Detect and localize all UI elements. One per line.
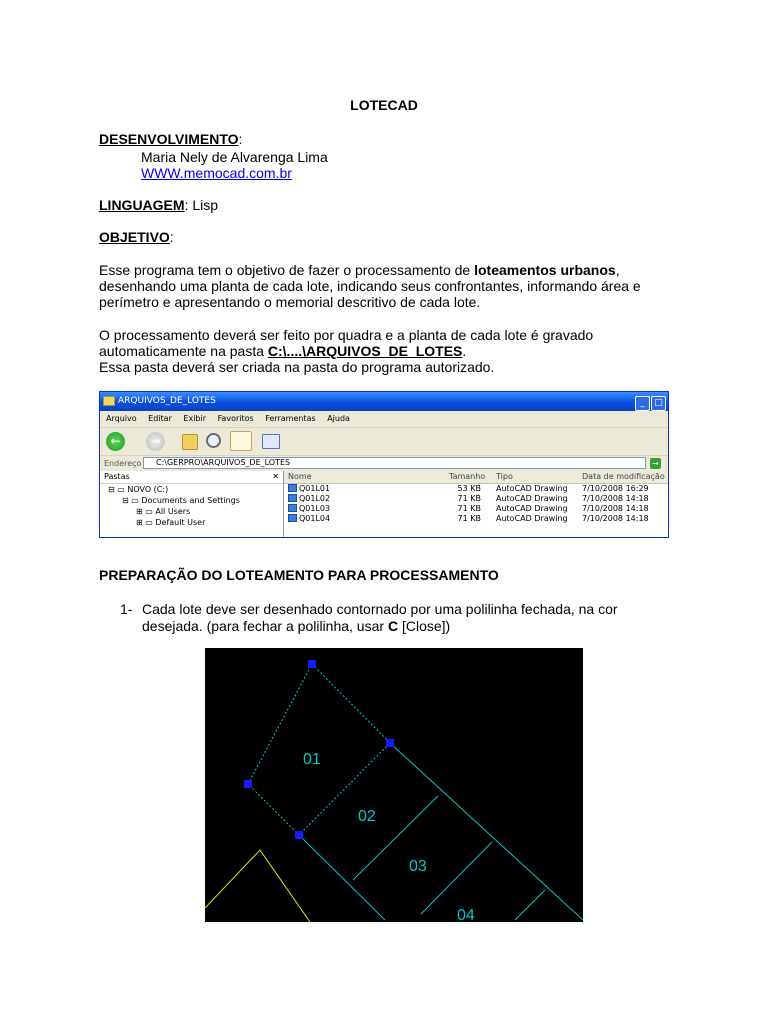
file-type: AutoCAD Drawing bbox=[496, 484, 568, 493]
column-size[interactable]: Tamanho bbox=[449, 472, 486, 481]
linguagem-value: : Lisp bbox=[184, 197, 219, 213]
file-date: 7/10/2008 14:18 bbox=[582, 494, 649, 503]
go-arrow-icon[interactable]: → bbox=[650, 458, 661, 469]
close-icon[interactable]: ✕ bbox=[272, 472, 279, 481]
back-arrow-icon[interactable]: ← bbox=[106, 432, 125, 451]
tree-item-label: All Users bbox=[155, 507, 191, 516]
file-row[interactable] bbox=[284, 494, 668, 504]
menu-ajuda[interactable]: Ajuda bbox=[327, 414, 350, 423]
menu-arquivo[interactable]: Arquivo bbox=[106, 414, 137, 423]
file-size: 71 KB bbox=[457, 504, 481, 513]
file-date: 7/10/2008 16:29 bbox=[582, 484, 649, 493]
column-date[interactable]: Data de modificação bbox=[582, 472, 665, 481]
explorer-toolbar bbox=[100, 428, 668, 456]
file-size: 53 KB bbox=[457, 484, 481, 493]
explorer-body bbox=[100, 471, 668, 537]
objetivo-label: OBJETIVO bbox=[99, 229, 170, 245]
tree-item-label: Documents and Settings bbox=[141, 496, 240, 505]
desenvolvimento-heading bbox=[99, 131, 242, 147]
processamento-line-1: O processamento deverá ser feito por quadra e a planta de cada lote é gravado bbox=[99, 327, 594, 343]
file-name: Q01L03 bbox=[299, 504, 331, 513]
folder-icon bbox=[103, 396, 115, 406]
folders-pane-header bbox=[100, 471, 283, 484]
column-name[interactable]: Nome bbox=[288, 472, 312, 481]
minimize-button[interactable]: _ bbox=[635, 396, 650, 411]
processamento-line-3: Essa pasta deverá ser criada na pasta do programa autorizado. bbox=[99, 359, 495, 375]
grip-handle[interactable] bbox=[244, 780, 252, 788]
grip-handle[interactable] bbox=[295, 831, 303, 839]
list-item-text-a: desejada. (para fechar a polilinha, usar bbox=[142, 618, 388, 634]
address-input[interactable]: C:\GERPRO\ARQUIVOS_DE_LOTES bbox=[143, 457, 646, 469]
file-list-header bbox=[284, 471, 668, 484]
file-list bbox=[284, 471, 668, 537]
processamento-line-2 bbox=[99, 343, 466, 359]
menu-ferramentas[interactable]: Ferramentas bbox=[265, 414, 316, 423]
folder-up-icon[interactable] bbox=[182, 434, 198, 450]
tree-item[interactable]: ⊟ ▭ NOVO (C:) bbox=[108, 485, 169, 494]
list-item-text-b: [Close]) bbox=[398, 618, 451, 634]
file-type: AutoCAD Drawing bbox=[496, 504, 568, 513]
objetivo-text-a: Esse programa tem o objetivo de fazer o processamento de bbox=[99, 262, 475, 278]
file-row[interactable] bbox=[284, 504, 668, 514]
desenvolvimento-colon: : bbox=[238, 131, 243, 147]
tree-item-label: Default User bbox=[155, 518, 206, 527]
maximize-button[interactable]: □ bbox=[651, 396, 666, 411]
objetivo-bold: loteamentos urbanos bbox=[474, 262, 616, 278]
file-name: Q01L01 bbox=[299, 484, 331, 493]
objetivo-colon: : bbox=[169, 229, 174, 245]
processamento-text-a: automaticamente na pasta bbox=[99, 343, 268, 359]
processamento-text-b: . bbox=[462, 343, 467, 359]
objetivo-paragraph-line-1 bbox=[99, 262, 620, 278]
folders-label: Pastas bbox=[104, 472, 130, 481]
file-size: 71 KB bbox=[457, 494, 481, 503]
folders-icon[interactable] bbox=[230, 431, 252, 451]
folders-pane bbox=[100, 471, 284, 537]
file-row[interactable] bbox=[284, 484, 668, 494]
tree-item-label: NOVO (C:) bbox=[127, 485, 169, 494]
dwg-file-icon bbox=[288, 484, 297, 492]
lot-label-04: 04 bbox=[457, 907, 475, 922]
file-name: Q01L02 bbox=[299, 494, 331, 503]
objetivo-text-b: , bbox=[615, 262, 620, 278]
tree-item[interactable]: ⊟ ▭ Documents and Settings bbox=[122, 496, 240, 505]
dwg-file-icon bbox=[288, 504, 297, 512]
desenvolvimento-label: DESENVOLVIMENTO bbox=[99, 131, 239, 147]
grip-handle[interactable] bbox=[308, 660, 316, 668]
file-name: Q01L04 bbox=[299, 514, 331, 523]
linguagem-label: LINGUAGEM bbox=[99, 197, 185, 213]
website-link[interactable]: WWW.memocad.com.br bbox=[141, 165, 292, 181]
search-icon[interactable] bbox=[206, 433, 221, 448]
menu-exibir[interactable]: Exibir bbox=[183, 414, 207, 423]
address-label: Endereço bbox=[104, 459, 142, 468]
lot-label-01: 01 bbox=[303, 751, 321, 768]
dwg-file-icon bbox=[288, 494, 297, 502]
dwg-file-icon bbox=[288, 514, 297, 522]
file-size: 71 KB bbox=[457, 514, 481, 523]
file-row[interactable] bbox=[284, 514, 668, 524]
list-item-line-2 bbox=[142, 618, 450, 635]
list-item-number: 1- bbox=[120, 601, 133, 617]
menu-editar[interactable]: Editar bbox=[148, 414, 172, 423]
explorer-title: ARQUIVOS_DE_LOTES bbox=[118, 396, 216, 406]
file-type: AutoCAD Drawing bbox=[496, 494, 568, 503]
lot-label-03: 03 bbox=[409, 858, 427, 875]
address-bar bbox=[100, 456, 668, 472]
file-date: 7/10/2008 14:18 bbox=[582, 514, 649, 523]
cad-drawing bbox=[205, 648, 583, 922]
tree-item[interactable]: ⊞ ▭ All Users bbox=[136, 507, 191, 516]
folder-tree bbox=[100, 484, 283, 528]
objetivo-paragraph-line-3: perímetro e apresentando o memorial descritivo de cada lote. bbox=[99, 294, 481, 310]
linguagem-line bbox=[99, 197, 218, 213]
explorer-window bbox=[99, 391, 669, 538]
column-type[interactable]: Tipo bbox=[496, 472, 513, 481]
file-type: AutoCAD Drawing bbox=[496, 514, 568, 523]
list-item-line-1: Cada lote deve ser desenhado contornado por uma polilinha fechada, na cor bbox=[142, 601, 618, 617]
forward-arrow-icon[interactable]: → bbox=[146, 432, 165, 451]
menu-favoritos[interactable]: Favoritos bbox=[217, 414, 254, 423]
objetivo-heading bbox=[99, 229, 174, 245]
preparacao-heading: PREPARAÇÃO DO LOTEAMENTO PARA PROCESSAMENTO bbox=[99, 567, 499, 583]
explorer-titlebar bbox=[100, 392, 668, 411]
grip-handle[interactable] bbox=[386, 739, 394, 747]
author-name: Maria Nely de Alvarenga Lima bbox=[141, 149, 328, 165]
views-icon[interactable] bbox=[262, 434, 280, 449]
folder-path: C:\....\ARQUIVOS_DE_LOTES bbox=[267, 343, 463, 359]
cad-background bbox=[205, 648, 583, 922]
document-title: LOTECAD bbox=[350, 97, 418, 113]
close-command: C bbox=[387, 618, 399, 634]
tree-item[interactable]: ⊞ ▭ Default User bbox=[136, 518, 206, 527]
objetivo-paragraph-line-2: desenhando uma planta de cada lote, indicando seus confrontantes, informando área e bbox=[99, 278, 641, 294]
lot-label-02: 02 bbox=[358, 808, 376, 825]
explorer-menubar bbox=[100, 411, 668, 428]
file-date: 7/10/2008 14:18 bbox=[582, 504, 649, 513]
